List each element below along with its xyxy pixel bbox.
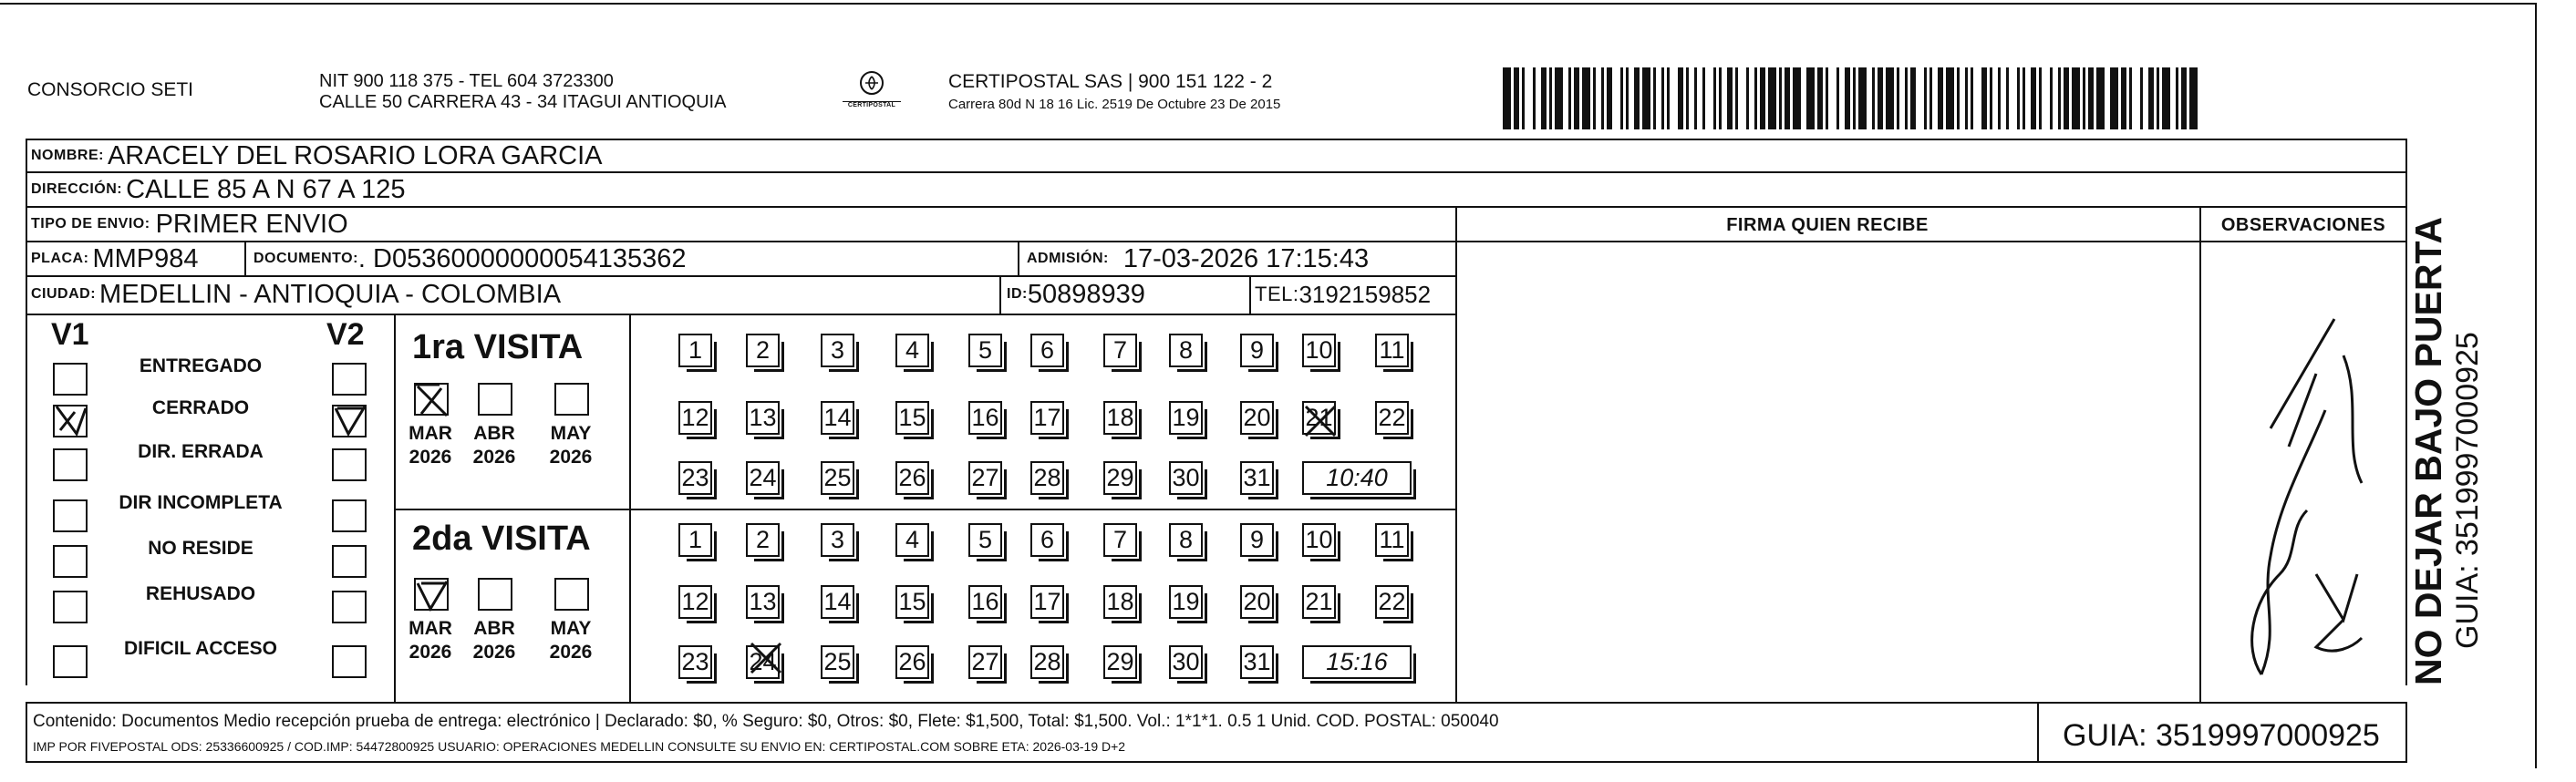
day-number: 26 bbox=[898, 464, 926, 491]
day-box[interactable] bbox=[1030, 523, 1064, 557]
v2-status-checkbox[interactable] bbox=[332, 645, 367, 678]
v1-status-checkbox[interactable] bbox=[53, 363, 88, 396]
day-number: 3 bbox=[830, 336, 845, 364]
day-number: 14 bbox=[823, 588, 852, 615]
month-checkbox[interactable] bbox=[554, 383, 589, 416]
barcode-bar bbox=[1612, 67, 1620, 129]
day-number: 28 bbox=[1033, 648, 1061, 675]
footer-guia: GUIA: 3519997000925 bbox=[2063, 718, 2380, 753]
footer-right bbox=[2405, 702, 2407, 763]
nombre-label: NOMBRE: bbox=[31, 148, 104, 163]
day-box[interactable] bbox=[678, 523, 712, 557]
day-box[interactable] bbox=[1169, 401, 1203, 435]
footer-imp: IMP POR FIVEPOSTAL ODS: 25336600925 / COD.IMP: 54472800925 USUARIO: OPERACIONES MEDELLIN CONSULTE SU ENVIO EN: CERTIPOSTAL.COM SOBRE ETA: 2026-03-19 D+2 bbox=[33, 739, 1126, 754]
day-number: 9 bbox=[1249, 336, 1265, 364]
barcode-bar bbox=[2009, 67, 2017, 129]
direccion-label: DIRECCIÓN: bbox=[31, 181, 123, 197]
year-label: 2026 bbox=[549, 642, 593, 663]
month-label: MAR bbox=[409, 423, 452, 444]
status-label: DIFICIL ACCESO bbox=[123, 638, 277, 659]
day-number: 5 bbox=[978, 336, 993, 364]
day-number: 18 bbox=[1106, 588, 1134, 615]
day-box[interactable] bbox=[895, 585, 929, 619]
day-number: 26 bbox=[898, 648, 926, 675]
day-box[interactable] bbox=[1302, 585, 1336, 619]
day-box[interactable] bbox=[1375, 585, 1409, 619]
day-number: 18 bbox=[1106, 404, 1134, 431]
barcode-bar bbox=[1916, 67, 1924, 129]
barcode-bar bbox=[1828, 67, 1836, 129]
month-label: MAY bbox=[550, 423, 592, 444]
day-number: 24 bbox=[749, 464, 777, 491]
admision-value: 17-03-2026 17:15:43 bbox=[1122, 243, 1370, 273]
id-label: ID: bbox=[1007, 286, 1028, 302]
month-checkbox[interactable] bbox=[414, 383, 449, 416]
visit-time: 15:16 bbox=[1326, 648, 1388, 675]
day-box[interactable] bbox=[1103, 523, 1137, 557]
day-box[interactable] bbox=[1240, 523, 1274, 557]
day-number: 20 bbox=[1243, 588, 1271, 615]
logo-text: CERTIPOSTAL bbox=[843, 101, 901, 108]
day-box[interactable] bbox=[968, 461, 1002, 495]
day-box[interactable] bbox=[895, 523, 929, 557]
day-number: 25 bbox=[823, 464, 852, 491]
day-box[interactable] bbox=[746, 585, 780, 619]
day-box[interactable] bbox=[746, 523, 780, 557]
guia-divider bbox=[2037, 702, 2039, 763]
status-label: CERRADO bbox=[151, 397, 250, 418]
tel-label: TEL: bbox=[1255, 283, 1299, 305]
day-number: 9 bbox=[1249, 526, 1265, 553]
day-box[interactable] bbox=[678, 585, 712, 619]
day-number: 29 bbox=[1106, 464, 1134, 491]
day-box[interactable] bbox=[1030, 401, 1064, 435]
row-line bbox=[26, 761, 2407, 763]
barcode-bar bbox=[1886, 67, 1894, 129]
day-number: 14 bbox=[823, 404, 852, 431]
day-number: 22 bbox=[1378, 404, 1406, 431]
side-guia: GUIA: 3519997000925 bbox=[2450, 332, 2485, 649]
day-number: 11 bbox=[1379, 526, 1405, 553]
day-number: 1 bbox=[688, 526, 703, 553]
month-checkbox[interactable] bbox=[478, 383, 512, 416]
tipo-label: TIPO DE ENVIO: bbox=[31, 216, 150, 232]
day-number: 24 bbox=[749, 648, 777, 675]
ciudad-row bbox=[31, 276, 561, 313]
day-number: 19 bbox=[1172, 404, 1200, 431]
day-box[interactable] bbox=[1302, 334, 1336, 367]
day-number: 28 bbox=[1033, 464, 1061, 491]
footer-contenido: Contenido: Documentos Medio recepción prueba de entrega: electrónico | Declarado: $0, % Seguro: $0, Otros: $0, Flete: $1,500, Total: $1,500. Vol.: 1*1*1. 0.5 1 Unid. COD. POSTAL: 050040 bbox=[33, 712, 1499, 731]
day-number: 13 bbox=[749, 588, 777, 615]
barcode bbox=[1503, 67, 2198, 129]
day-box[interactable] bbox=[1169, 523, 1203, 557]
day-box[interactable] bbox=[746, 461, 780, 495]
day-number: 13 bbox=[749, 404, 777, 431]
day-number: 10 bbox=[1305, 526, 1333, 553]
year-label: 2026 bbox=[472, 447, 516, 468]
day-number: 12 bbox=[681, 588, 709, 615]
v1-status-checkbox[interactable] bbox=[53, 499, 88, 532]
side-warning: NO DEJAR BAJO PUERTA bbox=[2407, 216, 2449, 685]
day-number: 8 bbox=[1178, 336, 1194, 364]
barcode-bar bbox=[1670, 67, 1678, 129]
v2-status-checkbox[interactable] bbox=[332, 545, 367, 578]
day-box[interactable] bbox=[1103, 645, 1137, 679]
firma-label: FIRMA QUIEN RECIBE bbox=[1726, 215, 1929, 235]
month-checkbox[interactable] bbox=[478, 578, 512, 611]
month-label: ABR bbox=[473, 423, 515, 444]
day-box[interactable] bbox=[968, 585, 1002, 619]
barcode-bar bbox=[1582, 67, 1590, 129]
day-box[interactable] bbox=[1030, 334, 1064, 367]
day-box[interactable] bbox=[1375, 334, 1409, 367]
v2-status-checkbox[interactable] bbox=[332, 405, 367, 437]
day-box[interactable] bbox=[678, 401, 712, 435]
day-box[interactable] bbox=[1240, 585, 1274, 619]
day-box[interactable] bbox=[678, 645, 712, 679]
day-number: 29 bbox=[1106, 648, 1134, 675]
month-checkbox[interactable] bbox=[414, 578, 449, 611]
id-row bbox=[1007, 276, 1145, 313]
placa-divider bbox=[244, 241, 246, 275]
day-number: 21 bbox=[1305, 404, 1333, 431]
day-box[interactable] bbox=[746, 645, 780, 679]
day-box[interactable] bbox=[1030, 585, 1064, 619]
row-line bbox=[26, 702, 2407, 704]
day-box[interactable] bbox=[1240, 645, 1274, 679]
month-label: MAY bbox=[550, 618, 592, 639]
day-box[interactable] bbox=[1169, 461, 1203, 495]
tel-value: 3192159852 bbox=[1298, 280, 1432, 308]
barcode-bar bbox=[1642, 67, 1650, 129]
visit-time-box[interactable] bbox=[1302, 645, 1412, 679]
v1-status-checkbox[interactable] bbox=[53, 591, 88, 623]
day-box[interactable] bbox=[678, 334, 712, 367]
v2-label: V2 bbox=[326, 317, 365, 352]
id-value: 50898939 bbox=[1027, 279, 1145, 309]
certipostal-line: CERTIPOSTAL SAS | 900 151 122 - 2 bbox=[948, 71, 1273, 92]
day-number: 23 bbox=[681, 464, 709, 491]
ciudad-value: MEDELLIN - ANTIOQUIA - COLOMBIA bbox=[99, 279, 562, 309]
day-box[interactable] bbox=[968, 334, 1002, 367]
barcode-bar bbox=[1858, 67, 1867, 129]
day-number: 3 bbox=[830, 526, 845, 553]
day-number: 27 bbox=[971, 648, 999, 675]
visit-time-box[interactable] bbox=[1302, 461, 1412, 495]
placa-row bbox=[31, 242, 198, 276]
day-box[interactable] bbox=[895, 334, 929, 367]
admision-label: ADMISIÓN: bbox=[1027, 251, 1109, 266]
day-number: 2 bbox=[755, 526, 771, 553]
barcode-bar bbox=[2096, 67, 2105, 129]
obs-divider bbox=[2199, 206, 2201, 704]
direccion-value: CALLE 85 A N 67 A 125 bbox=[126, 174, 406, 204]
row-line bbox=[26, 314, 1457, 315]
nombre-value: ARACELY DEL ROSARIO LORA GARCIA bbox=[107, 140, 603, 170]
logo-emblem-icon bbox=[858, 69, 885, 97]
first-visit-title: 1ra VISITA bbox=[412, 328, 584, 366]
v2-status-checkbox[interactable] bbox=[332, 499, 367, 532]
day-number: 16 bbox=[971, 588, 999, 615]
status-label: NO RESIDE bbox=[148, 538, 253, 559]
day-number: 30 bbox=[1172, 648, 1200, 675]
barcode-bar bbox=[1503, 67, 1511, 129]
v1-status-checkbox[interactable] bbox=[53, 645, 88, 678]
day-box[interactable] bbox=[746, 401, 780, 435]
status-label: DIR. ERRADA bbox=[138, 441, 264, 462]
nombre-row bbox=[31, 139, 603, 172]
day-box[interactable] bbox=[1240, 401, 1274, 435]
barcode-bar bbox=[1525, 67, 1533, 129]
barcode-bar bbox=[1973, 67, 1981, 129]
day-number: 1 bbox=[688, 336, 703, 364]
tipo-row bbox=[31, 207, 348, 242]
day-box[interactable] bbox=[1169, 585, 1203, 619]
day-number: 15 bbox=[898, 404, 926, 431]
day-number: 17 bbox=[1033, 404, 1061, 431]
day-number: 2 bbox=[755, 336, 771, 364]
day-number: 21 bbox=[1305, 588, 1333, 615]
day-box[interactable] bbox=[1240, 461, 1274, 495]
table-left bbox=[26, 139, 27, 685]
day-box[interactable] bbox=[678, 461, 712, 495]
placa-label: PLACA: bbox=[31, 251, 89, 266]
v2-status-checkbox[interactable] bbox=[332, 591, 367, 623]
day-number: 17 bbox=[1033, 588, 1061, 615]
year-label: 2026 bbox=[549, 447, 593, 468]
right-border bbox=[2535, 3, 2537, 768]
id-divider bbox=[999, 275, 1001, 314]
admision-row bbox=[1027, 242, 1369, 276]
day-number: 22 bbox=[1378, 588, 1406, 615]
tel-row bbox=[1255, 276, 1431, 313]
month-checkbox[interactable] bbox=[554, 578, 589, 611]
certipostal-sub: Carrera 80d N 18 16 Lic. 2519 De Octubre 23 De 2015 bbox=[948, 97, 1281, 112]
day-number: 4 bbox=[905, 526, 920, 553]
ciudad-label: CIUDAD: bbox=[31, 286, 97, 302]
day-box[interactable] bbox=[968, 645, 1002, 679]
day-number: 8 bbox=[1178, 526, 1194, 553]
day-number: 15 bbox=[898, 588, 926, 615]
day-number: 11 bbox=[1379, 336, 1405, 364]
day-box[interactable] bbox=[1302, 523, 1336, 557]
barcode-bar bbox=[1806, 67, 1815, 129]
v1-status-checkbox[interactable] bbox=[53, 545, 88, 578]
day-box[interactable] bbox=[1103, 334, 1137, 367]
day-number: 19 bbox=[1172, 588, 1200, 615]
visit-time: 10:40 bbox=[1326, 464, 1388, 491]
day-number: 6 bbox=[1040, 336, 1055, 364]
day-number: 5 bbox=[978, 526, 993, 553]
day-number: 7 bbox=[1112, 336, 1128, 364]
v1-status-checkbox[interactable] bbox=[53, 405, 88, 437]
day-number: 23 bbox=[681, 648, 709, 675]
day-number: 27 bbox=[971, 464, 999, 491]
day-box[interactable] bbox=[746, 334, 780, 367]
barcode-bar bbox=[1555, 67, 1563, 129]
second-visit-title: 2da VISITA bbox=[412, 520, 591, 558]
footer-left bbox=[26, 702, 27, 763]
status-label: ENTREGADO bbox=[139, 355, 263, 376]
v2-status-checkbox[interactable] bbox=[332, 363, 367, 396]
day-number: 25 bbox=[823, 648, 852, 675]
certipostal-logo bbox=[843, 69, 901, 117]
day-number: 30 bbox=[1172, 464, 1200, 491]
year-label: 2026 bbox=[409, 642, 452, 663]
day-box[interactable] bbox=[1375, 401, 1409, 435]
documento-row bbox=[253, 242, 687, 276]
day-box[interactable] bbox=[1103, 585, 1137, 619]
handwritten-signature bbox=[2207, 301, 2407, 693]
year-label: 2026 bbox=[472, 642, 516, 663]
barcode-bar bbox=[2110, 67, 2118, 129]
day-box[interactable] bbox=[1240, 334, 1274, 367]
status-label: REHUSADO bbox=[145, 583, 256, 604]
day-number: 6 bbox=[1040, 526, 1055, 553]
documento-value: . D05360000000054135362 bbox=[357, 243, 687, 273]
barcode-bar bbox=[2162, 67, 2170, 129]
barcode-bar bbox=[1768, 67, 1776, 129]
barcode-bar bbox=[2042, 67, 2050, 129]
status-label: DIR INCOMPLETA bbox=[119, 492, 283, 513]
barcode-bar bbox=[2189, 67, 2198, 129]
nit-line: NIT 900 118 375 - TEL 604 3723300 bbox=[319, 71, 614, 91]
barcode-bar bbox=[1738, 67, 1746, 129]
day-number: 4 bbox=[905, 336, 920, 364]
day-box[interactable] bbox=[1030, 461, 1064, 495]
barcode-bar bbox=[2132, 67, 2140, 129]
day-box[interactable] bbox=[1302, 401, 1336, 435]
day-box[interactable] bbox=[821, 645, 854, 679]
day-number: 20 bbox=[1243, 404, 1271, 431]
day-box[interactable] bbox=[968, 401, 1002, 435]
tel-divider bbox=[1249, 275, 1251, 314]
day-box[interactable] bbox=[1103, 461, 1137, 495]
day-box[interactable] bbox=[968, 523, 1002, 557]
day-box[interactable] bbox=[895, 645, 929, 679]
firma-divider bbox=[1455, 206, 1457, 704]
day-box[interactable] bbox=[895, 401, 929, 435]
v1-label: V1 bbox=[51, 317, 89, 352]
day-number: 12 bbox=[681, 404, 709, 431]
day-box[interactable] bbox=[821, 401, 854, 435]
day-number: 7 bbox=[1112, 526, 1128, 553]
day-box[interactable] bbox=[821, 585, 854, 619]
barcode-bar bbox=[2072, 67, 2080, 129]
v2-status-checkbox[interactable] bbox=[332, 448, 367, 481]
admision-divider bbox=[1018, 241, 1019, 275]
top-border bbox=[0, 3, 2535, 5]
address-line: CALLE 50 CARRERA 43 - 34 ITAGUI ANTIOQUIA bbox=[319, 92, 727, 112]
company-name: CONSORCIO SETI bbox=[27, 79, 194, 100]
barcode-bar bbox=[1793, 67, 1801, 129]
day-box[interactable] bbox=[1030, 645, 1064, 679]
day-box[interactable] bbox=[821, 461, 854, 495]
visit-mid-divider bbox=[394, 509, 1457, 510]
documento-label: DOCUMENTO: bbox=[253, 251, 358, 266]
day-number: 31 bbox=[1243, 648, 1271, 675]
day-number: 10 bbox=[1305, 336, 1333, 364]
day-box[interactable] bbox=[821, 523, 854, 557]
day-box[interactable] bbox=[1169, 334, 1203, 367]
day-box[interactable] bbox=[895, 461, 929, 495]
barcode-bar bbox=[1705, 67, 1713, 129]
day-box[interactable] bbox=[1169, 645, 1203, 679]
day-box[interactable] bbox=[1375, 523, 1409, 557]
barcode-bar bbox=[1946, 67, 1954, 129]
month-label: MAR bbox=[409, 618, 452, 639]
placa-value: MMP984 bbox=[92, 243, 199, 273]
year-label: 2026 bbox=[409, 447, 452, 468]
side-text bbox=[2407, 0, 2517, 685]
day-box[interactable] bbox=[1103, 401, 1137, 435]
day-number: 16 bbox=[971, 404, 999, 431]
observaciones-label: OBSERVACIONES bbox=[2220, 215, 2386, 235]
day-number: 31 bbox=[1243, 464, 1271, 491]
v1-status-checkbox[interactable] bbox=[53, 448, 88, 481]
tipo-value: PRIMER ENVIO bbox=[155, 209, 348, 239]
month-label: ABR bbox=[473, 618, 515, 639]
direccion-row bbox=[31, 172, 405, 207]
day-box[interactable] bbox=[821, 334, 854, 367]
